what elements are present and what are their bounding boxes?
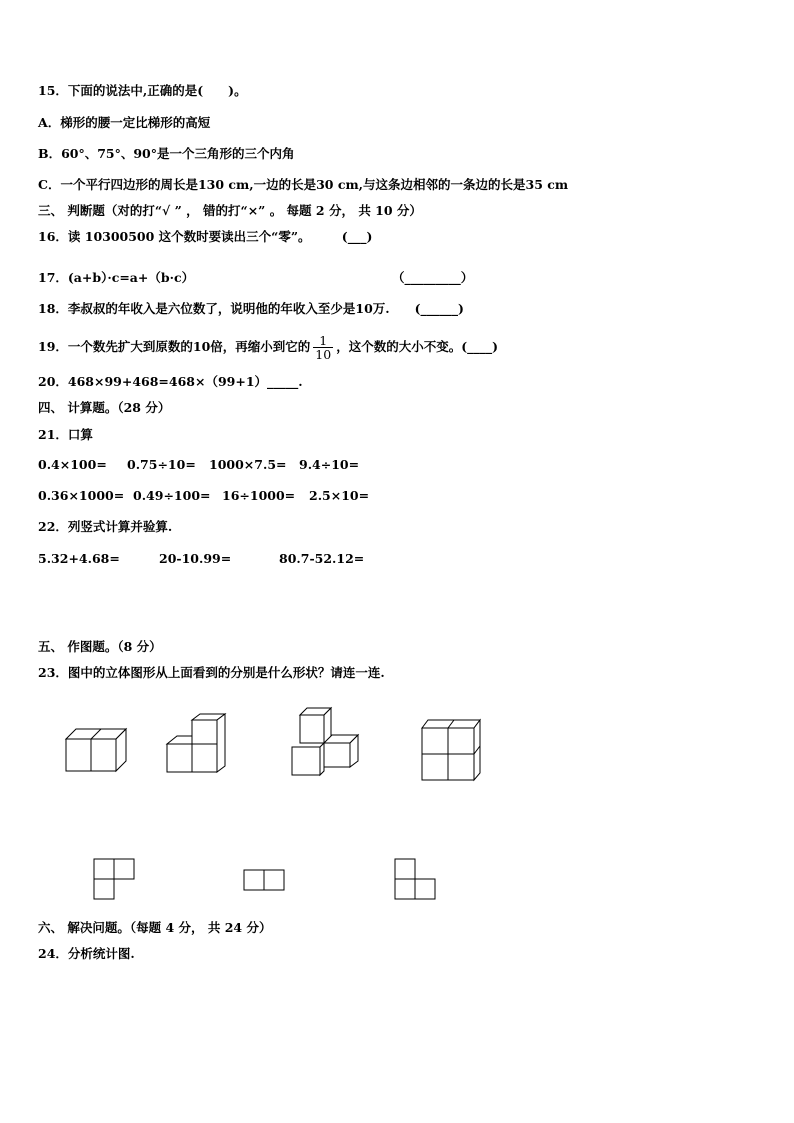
q15-stem: 15．下面的说法中,正确的是( )。 [38,83,247,98]
top-view-shape-2 [243,869,288,894]
q22-title: 22．列竖式计算并验算. [38,519,173,534]
section-5-header: 五、 作图题。（8 分） [38,639,162,654]
solid-figure-1 [60,725,130,775]
q21-item: 1000×7.5= [209,457,287,472]
q17-statement: 17．(a+b）·c=a+（b·c） [38,270,195,285]
q15-option-a: A．梯形的腰一定比梯形的高短 [38,115,211,130]
solid-figure-2 [162,712,232,777]
q18: 18．李叔叔的年收入是六位数了，说明他的年收入至少是10万. (______) [38,301,464,316]
section-6-header: 六、 解决问题。（每题 4 分， 共 24 分） [38,920,272,935]
section-4-header: 四、 计算题。（28 分） [38,400,171,415]
q22-item: 5.32+4.68= [38,551,120,566]
q21-row-1 [38,457,359,473]
q22-item: 20-10.99= [159,551,232,566]
q21-item: 0.49÷100= [133,488,211,503]
q24: 24．分析统计图. [38,946,135,961]
q23: 23．图中的立体图形从上面看到的分别是什么形状？请连一连. [38,665,385,680]
q19-fraction-denominator: 10 [315,347,332,362]
section-3-header: 三、 判断题（对的打“√ ” ， 错的打“×” 。 每题 2 分， 共 10 分） [38,203,422,218]
top-view-shape-1 [93,858,138,902]
q19 [38,330,498,364]
q22-items [38,551,364,567]
q19-fraction [313,334,333,361]
q21-item: 0.4×100= [38,457,107,472]
q15-option-c: C．一个平行四边形的周长是130 cm,一边的长是30 cm,与这条边相邻的一条边的长是35 cm [38,177,569,192]
q17-answer-blank: （_________） [392,270,474,285]
q20: 20．468×99+468=468×（99+1）_____. [38,374,303,389]
q19-fraction-numerator: 1 [313,334,333,348]
solid-figure-4 [418,718,488,786]
q21-title: 21．口算 [38,427,93,442]
q21-row-2 [38,488,369,504]
q15-option-b: B．60°、75°、90°是一个三角形的三个内角 [38,146,295,161]
q21-item: 0.75÷10= [127,457,196,472]
q19-text-after: ，这个数的大小不变。(____) [336,339,499,354]
top-view-shape-3 [394,858,439,902]
q21-item: 2.5×10= [309,488,370,503]
q19-text-before: 19．一个数先扩大到原数的10倍，再缩小到它的 [38,339,311,354]
q16: 16．读 10300500 这个数时要读出三个“零”。 (___) [38,229,373,244]
q21-item: 16÷1000= [222,488,296,503]
q21-item: 9.4÷10= [299,457,360,472]
q22-item: 80.7-52.12= [279,551,365,566]
q21-item: 0.36×1000= [38,488,125,503]
solid-figure-3 [288,705,368,780]
